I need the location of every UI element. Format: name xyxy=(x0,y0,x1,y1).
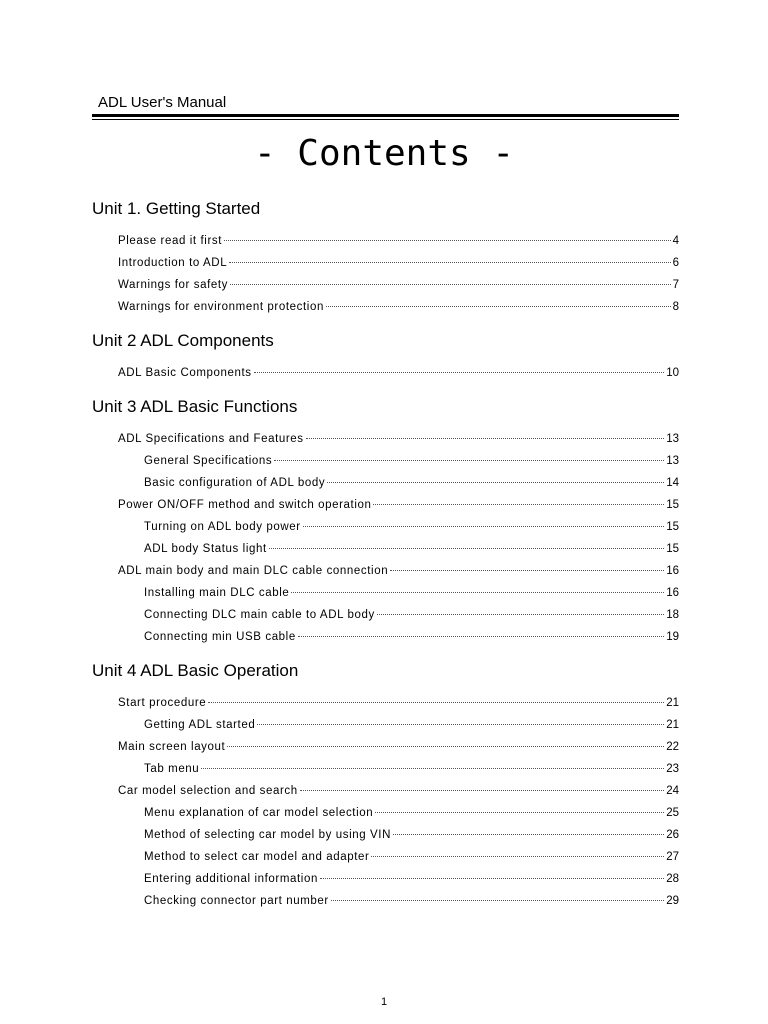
dot-leader xyxy=(327,482,664,483)
dot-leader xyxy=(298,636,664,637)
toc-unit-title: Unit 2 ADL Components xyxy=(92,331,274,350)
dot-leader xyxy=(208,702,664,703)
toc-entry-title: Method to select car model and adapter xyxy=(144,851,370,863)
toc-entry-page: 16 xyxy=(666,565,679,577)
toc-entry-title: Basic configuration of ADL body xyxy=(144,477,326,489)
toc-unit xyxy=(92,654,679,918)
toc-unit xyxy=(92,390,679,654)
dot-leader xyxy=(320,878,664,879)
dot-leader xyxy=(269,548,664,549)
toc-entry-page: 15 xyxy=(666,521,679,533)
toc-entry-title: Main screen layout xyxy=(118,741,226,753)
dot-leader xyxy=(377,614,664,615)
toc-entry-page: 25 xyxy=(666,807,679,819)
page-number: 1 xyxy=(380,996,388,1008)
toc-entry[interactable] xyxy=(92,604,679,626)
dot-leader xyxy=(201,768,664,769)
toc-entry-title: Entering additional information xyxy=(144,873,318,885)
toc-entry[interactable] xyxy=(92,450,679,472)
dot-leader xyxy=(274,460,664,461)
toc-entry[interactable] xyxy=(92,780,679,802)
dot-leader xyxy=(331,900,664,901)
toc-entry[interactable] xyxy=(92,428,679,450)
toc-entry[interactable] xyxy=(92,824,679,846)
toc-entry-title: ADL main body and main DLC cable connection xyxy=(118,565,389,577)
toc-entry[interactable] xyxy=(92,296,679,318)
toc-entry-title: ADL Specifications and Features xyxy=(118,433,304,445)
toc-entry-title: Introduction to ADL xyxy=(118,257,228,269)
toc-entry-page: 14 xyxy=(666,477,679,489)
dot-leader xyxy=(393,834,664,835)
toc-entry-page: 16 xyxy=(666,587,679,599)
toc-entry[interactable] xyxy=(92,714,679,736)
toc-entry-title: Installing main DLC cable xyxy=(144,587,290,599)
dot-leader xyxy=(300,790,664,791)
toc-entry[interactable] xyxy=(92,494,679,516)
toc-entry-title: ADL body Status light xyxy=(144,543,267,555)
toc-entry-page: 21 xyxy=(666,719,679,731)
dot-leader xyxy=(373,504,664,505)
toc-entry-title: Getting ADL started xyxy=(144,719,256,731)
toc-entry-list xyxy=(92,424,679,654)
page-title: - Contents - xyxy=(253,133,515,174)
toc-entry-page: 8 xyxy=(672,301,679,313)
toc-entry[interactable] xyxy=(92,802,679,824)
toc-entry-title: General Specifications xyxy=(144,455,273,467)
dot-leader xyxy=(224,240,671,241)
dot-leader xyxy=(230,284,671,285)
dot-leader xyxy=(254,372,665,373)
dot-leader xyxy=(291,592,664,593)
dot-leader xyxy=(257,724,664,725)
toc-entry[interactable] xyxy=(92,538,679,560)
toc-entry-title: Start procedure xyxy=(118,697,207,709)
toc-entry-list xyxy=(92,358,679,390)
toc-entry-title: Please read it first xyxy=(118,235,223,247)
dot-leader xyxy=(326,306,671,307)
toc-entry[interactable] xyxy=(92,516,679,538)
toc-entry[interactable] xyxy=(92,230,679,252)
toc-entry-page: 13 xyxy=(666,455,679,467)
toc-entry-title: Warnings for environment protection xyxy=(118,301,324,313)
dot-leader xyxy=(375,812,664,813)
toc-entry-page: 7 xyxy=(672,279,679,291)
toc-entry[interactable] xyxy=(92,758,679,780)
header-rule-thin xyxy=(92,119,679,120)
toc-entry[interactable] xyxy=(92,362,679,384)
toc-entry-title: Connecting min USB cable xyxy=(144,631,296,643)
toc-entry[interactable] xyxy=(92,890,679,912)
toc-entry-title: Connecting DLC main cable to ADL body xyxy=(144,609,375,621)
toc-entry-page: 23 xyxy=(666,763,679,775)
toc-entry-title: Method of selecting car model by using VIN xyxy=(144,829,392,841)
toc-entry-page: 27 xyxy=(666,851,679,863)
toc-entry-title: Power ON/OFF method and switch operation xyxy=(118,499,372,511)
toc-entry-page: 19 xyxy=(666,631,679,643)
toc-entry-page: 18 xyxy=(666,609,679,621)
toc-entry-page: 10 xyxy=(666,367,679,379)
dot-leader xyxy=(227,746,664,747)
toc-entry[interactable] xyxy=(92,626,679,648)
toc-entry[interactable] xyxy=(92,692,679,714)
toc-entry-page: 6 xyxy=(672,257,679,269)
toc-entry-page: 22 xyxy=(666,741,679,753)
toc-unit xyxy=(92,192,679,324)
running-header: ADL User's Manual xyxy=(98,94,227,111)
toc-unit xyxy=(92,324,679,390)
toc-entry-list xyxy=(92,226,679,324)
table-of-contents xyxy=(92,192,679,918)
toc-entry[interactable] xyxy=(92,274,679,296)
toc-entry-title: Menu explanation of car model selection xyxy=(144,807,374,819)
toc-entry[interactable] xyxy=(92,868,679,890)
toc-entry-title: Turning on ADL body power xyxy=(144,521,301,533)
toc-entry-page: 28 xyxy=(666,873,679,885)
header-rule xyxy=(92,114,679,117)
toc-entry-page: 13 xyxy=(666,433,679,445)
toc-entry-page: 15 xyxy=(666,543,679,555)
toc-entry-title: Tab menu xyxy=(144,763,200,775)
toc-entry-title: Car model selection and search xyxy=(118,785,298,797)
dot-leader xyxy=(371,856,664,857)
toc-entry[interactable] xyxy=(92,736,679,758)
dot-leader xyxy=(390,570,664,571)
toc-entry-page: 26 xyxy=(666,829,679,841)
toc-entry-page: 29 xyxy=(666,895,679,907)
toc-entry-page: 21 xyxy=(666,697,679,709)
toc-entry-title: Checking connector part number xyxy=(144,895,329,907)
dot-leader xyxy=(306,438,665,439)
toc-entry-title: ADL Basic Components xyxy=(118,367,252,379)
toc-entry-page: 24 xyxy=(666,785,679,797)
toc-entry[interactable] xyxy=(92,472,679,494)
toc-entry-list xyxy=(92,688,679,918)
toc-entry[interactable] xyxy=(92,582,679,604)
toc-unit-title: Unit 3 ADL Basic Functions xyxy=(92,397,298,416)
toc-entry[interactable] xyxy=(92,846,679,868)
toc-unit-title: Unit 1. Getting Started xyxy=(92,199,261,218)
toc-entry-page: 4 xyxy=(672,235,679,247)
toc-entry[interactable] xyxy=(92,252,679,274)
toc-entry-title: Warnings for safety xyxy=(118,279,229,291)
toc-entry[interactable] xyxy=(92,560,679,582)
dot-leader xyxy=(229,262,670,263)
toc-unit-title: Unit 4 ADL Basic Operation xyxy=(92,661,299,680)
toc-entry-page: 15 xyxy=(666,499,679,511)
dot-leader xyxy=(303,526,664,527)
